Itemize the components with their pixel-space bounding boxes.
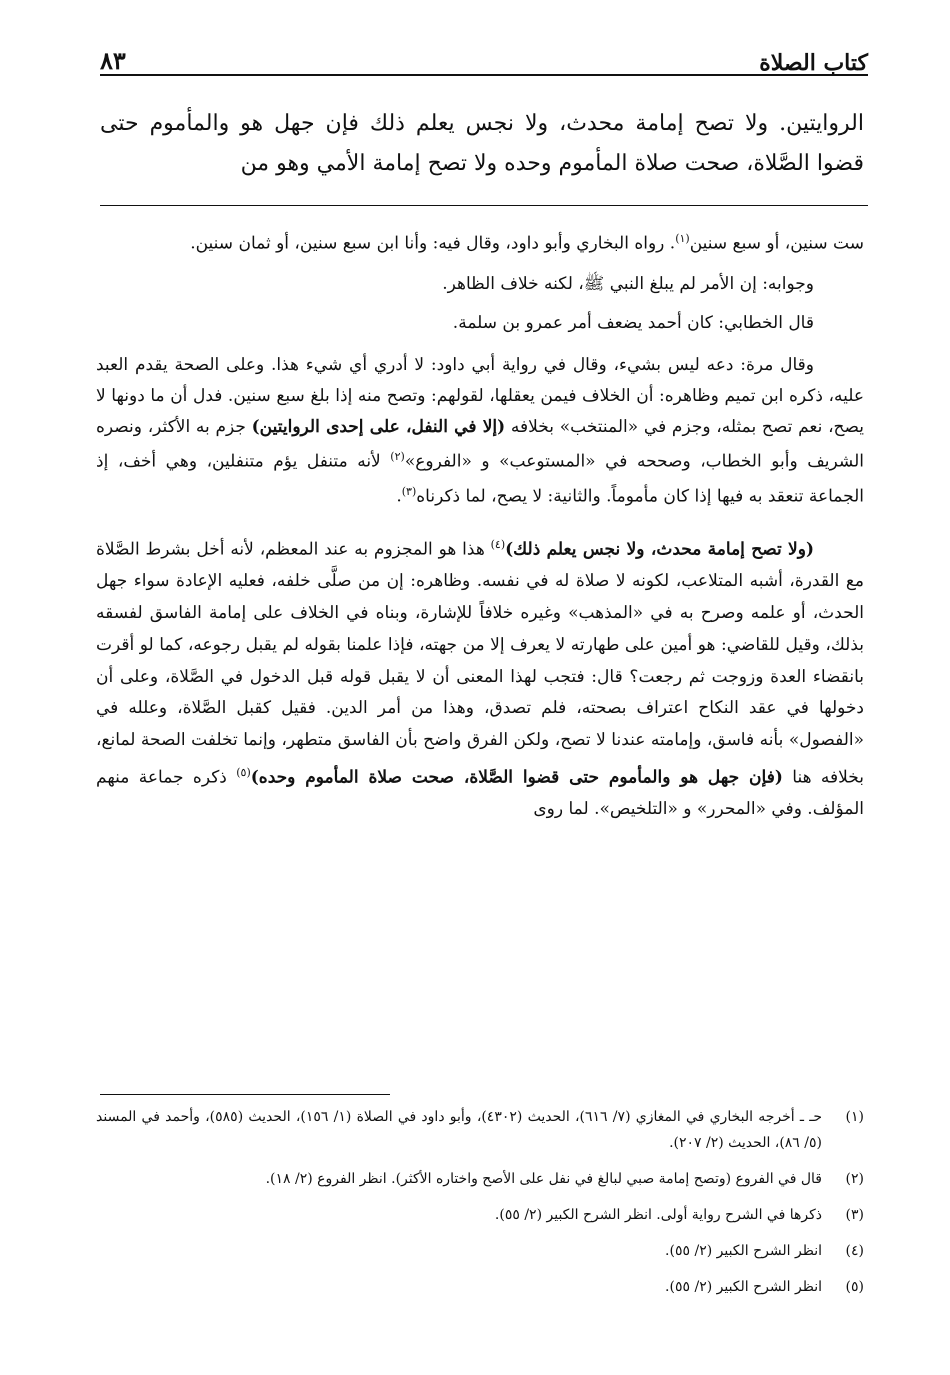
text-run: لأنه متنفل يؤم متنفلين، وهي أخف، إذ الجماعة تنعقد به فيها إذا كان مأموماً. والثانية: لا يصح، لما ذكرناه [96, 451, 864, 508]
text-run: وقال مرة: دعه ليس بشيء، وقال في رواية أبي داود: لا أدري أي شيء هذا. وعلى الصحة يقدم العبد عليه، ذكره ابن تميم وظاهره: أن الخلاف فيمن يعقلها، لقولهم: وتصح منه إذا بلغ سبع سنين. فدل أن ما دونها لا يصح، نعم تصح بمثله، وجزم في «المنتخب» بخلافه [96, 355, 864, 437]
text-run: ست سنين، أو سبع سنين [689, 233, 864, 254]
matn-separator-rule [100, 205, 868, 206]
footnote-separator-rule [100, 1094, 390, 1095]
matn-paragraph: الروايتين. ولا تصح إمامة محدث، ولا نجس يعلم ذلك فإن جهل هو والمأموم حتى قضوا الصَّلاة، صحت صلاة المأموم وحده ولا تصح إمامة الأمي وهو من [100, 111, 864, 176]
footnote-ref-2[interactable]: (٢) [390, 450, 405, 464]
footnote-ref-4[interactable]: (٤) [490, 537, 506, 551]
footnote-item [96, 1238, 864, 1264]
header-rule [100, 74, 868, 76]
commentary-block [96, 224, 864, 826]
footnote-item [96, 1274, 864, 1300]
commentary-section-small [96, 224, 864, 513]
page-number: ٨٣ [100, 46, 126, 75]
commentary-section-large [96, 529, 864, 826]
footnote-number: (٣) [845, 1207, 864, 1223]
commentary-paragraph-3: قال الخطابي: كان أحمد يضعف أمر عمرو بن سلمة. [452, 312, 814, 333]
footnote-ref-5[interactable]: (٥) [236, 765, 251, 779]
footnote-ref-1[interactable]: (١) [675, 232, 690, 245]
footnote-ref-3[interactable]: (٣) [401, 485, 417, 499]
bold-matn-quote: (فإن جهل هو والمأموم حتى قضوا الصَّلاة، صحت صلاة المأموم وحده) [250, 767, 783, 788]
text-run: ذكره جماعة منهم المؤلف. وفي «المحرر» و «التلخيص». لما روى [96, 767, 864, 820]
footnote-text: انظر الشرح الكبير (٢/ ٥٥). [665, 1243, 822, 1259]
bold-matn-quote: (ولا تصح إمامة محدث، ولا نجس يعلم ذلك) [505, 539, 815, 560]
commentary-paragraph-5 [96, 529, 864, 826]
footnote-item [96, 1166, 864, 1192]
bold-matn-quote: (إلا في النفل، على إحدى الروايتين) [251, 416, 506, 437]
commentary-paragraph-1 [96, 224, 864, 259]
footnote-text: قال في الفروع (وتصح إمامة صبي لبالغ في نفل على الأصح واختاره الأكثر). انظر الفروع (٢/ ١٨). [265, 1171, 822, 1187]
footnote-text: حـ ـ أخرجه البخاري في المغازي (٧/ ٦١٦)، الحديث (٤٣٠٢)، وأبو داود في الصلاة (١/ ١٥٦)، الحديث (٥٨٥)، وأحمد في المسند (٥/ ٨٦)، الحديث (٢/ ٢٠٧). [96, 1109, 823, 1151]
commentary-paragraph-2: وجوابه: إن الأمر لم يبلغ النبي ﷺ، لكنه خلاف الظاهر. [442, 274, 814, 295]
footnote-text: ذكرها في الشرح رواية أولى. انظر الشرح الكبير (٢/ ٥٥). [494, 1207, 822, 1223]
matn-text-block [100, 104, 864, 184]
footnote-item [96, 1202, 864, 1228]
footnote-number: (٥) [845, 1279, 864, 1295]
text-run: هذا هو المجزوم به عند المعظم، لأنه أخل بشرط الصَّلاة مع القدرة، أشبه المتلاعب، لكونه لا صلاة له في نفسه. وظاهره: إن من صلَّى خلفه، فعليه الإعادة سواء جهل الحدث، أو علمه وصرح به في «المذهب» وغيره خلافاً للإشارة، وبناه في الخلاف على إمامة الفاسق لفسقه بذلك، وقيل للقاضي: هو أمين على طهارته لا يعرف إلا من جهته، فإذا علمنا بقوله لم يقبل رجوعه، كما لو أقرت بانقضاء العدة وزوجت ثم رجعت؟ قال: فتجب لهذا المعنى أن لا يقبل قوله قبل الدخول في الصَّلاة، وعلى أن دخولها في عقد النكاح اعتراف بصحته، فلم تصدق، وهذا من أمر الدين. فقيل كقبل الصَّلاة، وعلله في «الفصول» بأنه فاسق، وإمامته عندنا لا تصح، ولكن الفرق واضح بأن الفاسق متطهر، وإنما تخلفت الصحة لمانع، بخلافه هنا [96, 539, 865, 788]
footnote-number: (١) [845, 1109, 864, 1125]
text-run: . رواه البخاري وأبو داود، وقال فيه: وأنا ابن سبع سنين، أو ثمان سنين. [190, 233, 676, 254]
text-run: جزم به الأكثر، ونصره الشريف وأبو الخطاب، وصححه في «المستوعب» و «الفروع» [96, 416, 864, 472]
text-run: . [396, 487, 402, 508]
footnote-text: انظر الشرح الكبير (٢/ ٥٥). [665, 1279, 822, 1295]
footnote-number: (٢) [845, 1171, 864, 1187]
running-header-title: كتاب الصلاة [759, 50, 868, 76]
commentary-paragraph-4 [96, 350, 864, 512]
footnote-item [96, 1104, 864, 1156]
footnote-number: (٤) [845, 1243, 864, 1259]
footnotes-block [96, 1104, 864, 1310]
